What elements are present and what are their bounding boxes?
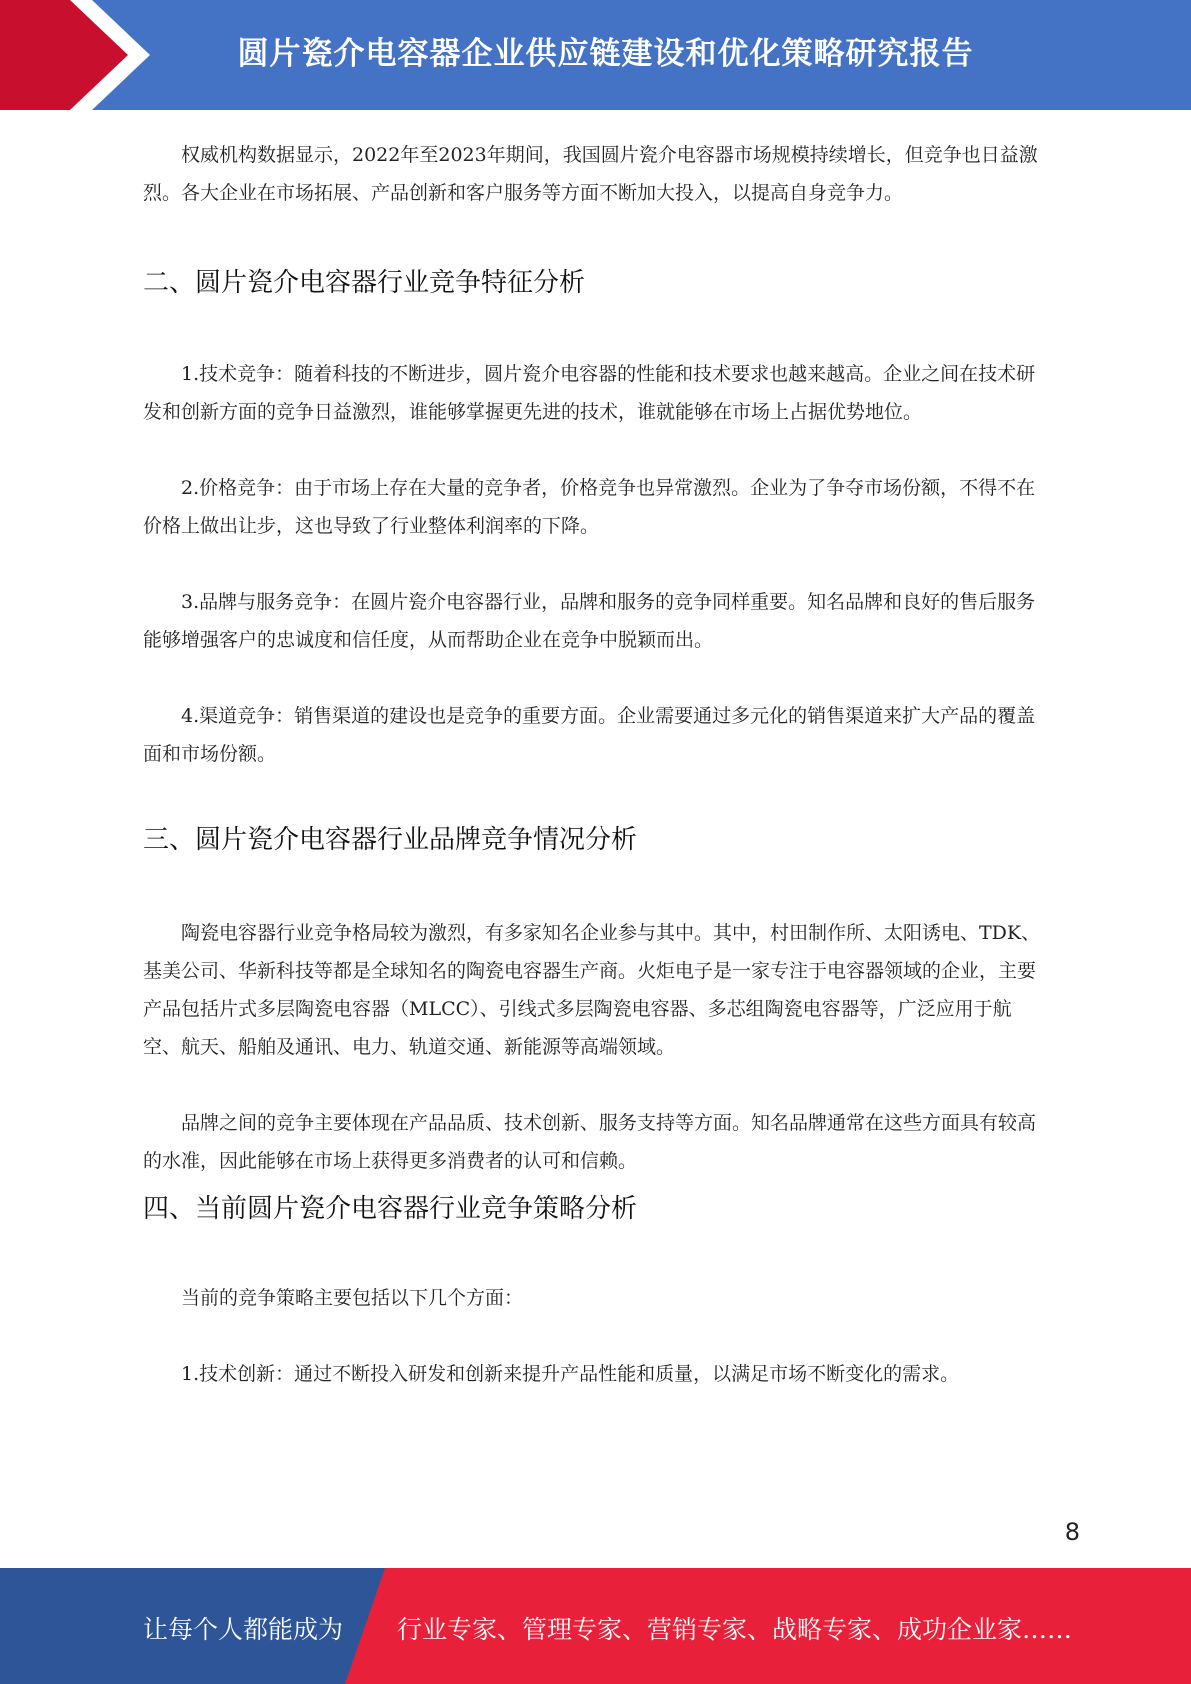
- paragraph-brand-comparison: 品牌之间的竞争主要体现在产品品质、技术创新、服务支持等方面。知名品牌通常在这些方面具有较高的水准，因此能够在市场上获得更多消费者的认可和信赖。: [143, 1112, 1037, 1172]
- paragraph-brand-landscape: 陶瓷电容器行业竞争格局较为激烈，有多家知名企业参与其中。其中，村田制作所、太阳诱电、TDK、基美公司、华新科技等都是全球知名的陶瓷电容器生产商。火炬电子是一家专注于电容器领域的企业，主要产品包括片式多层陶瓷电容器（MLCC）、引线式多层陶瓷电容器、多芯组陶瓷电容器等，广泛应用于航空、航天、船舶及通讯、电力、轨道交通、新能源等高端领域。: [143, 922, 1041, 1058]
- paragraph-price-competition: 2.价格竞争：由于市场上存在大量的竞争者，价格竞争也异常激烈。企业为了争夺市场份额，不得不在价格上做出让步，这也导致了行业整体利润率的下降。: [143, 477, 1036, 537]
- paragraph-tech-innovation: 1.技术创新：通过不断投入研发和创新来提升产品性能和质量，以满足市场不断变化的需求。: [181, 1363, 960, 1385]
- paragraph-intro: 权威机构数据显示，2022年至2023年期间，我国圆片瓷介电容器市场规模持续增长，但竞争也日益激烈。各大企业在市场拓展、产品创新和客户服务等方面不断加大投入，以提高自身竞争力。: [143, 144, 1038, 204]
- page-footer: [0, 1568, 1191, 1684]
- paragraph-channel-competition: 4.渠道竞争：销售渠道的建设也是竞争的重要方面。企业需要通过多元化的销售渠道来扩大产品的覆盖面和市场份额。: [143, 705, 1036, 765]
- page-header: [0, 0, 1191, 110]
- page-number: 8: [1064, 1518, 1080, 1546]
- section-heading-4: 四、当前圆片瓷介电容器行业竞争策略分析: [143, 1194, 638, 1224]
- document-body: [143, 130, 1048, 1393]
- paragraph-strategy-intro: 当前的竞争策略主要包括以下几个方面：: [181, 1287, 524, 1309]
- footer-slogan-left: 让每个人都能成为: [143, 1615, 344, 1644]
- footer-slogan-right: 行业专家、管理专家、营销专家、战略专家、成功企业家……: [397, 1615, 1073, 1644]
- header-title: 圆片瓷介电容器企业供应链建设和优化策略研究报告: [237, 36, 974, 72]
- paragraph-tech-competition: 1.技术竞争：随着科技的不断进步，圆片瓷介电容器的性能和技术要求也越来越高。企业之间在技术研发和创新方面的竞争日益激烈，谁能够掌握更先进的技术，谁就能够在市场上占据优势地位。: [143, 363, 1036, 423]
- section-heading-3: 三、圆片瓷介电容器行业品牌竞争情况分析: [143, 825, 638, 855]
- section-heading-2: 二、圆片瓷介电容器行业竞争特征分析: [143, 268, 586, 298]
- paragraph-brand-service-competition: 3.品牌与服务竞争：在圆片瓷介电容器行业，品牌和服务的竞争同样重要。知名品牌和良好的售后服务能够增强客户的忠诚度和信任度，从而帮助企业在竞争中脱颖而出。: [143, 591, 1036, 651]
